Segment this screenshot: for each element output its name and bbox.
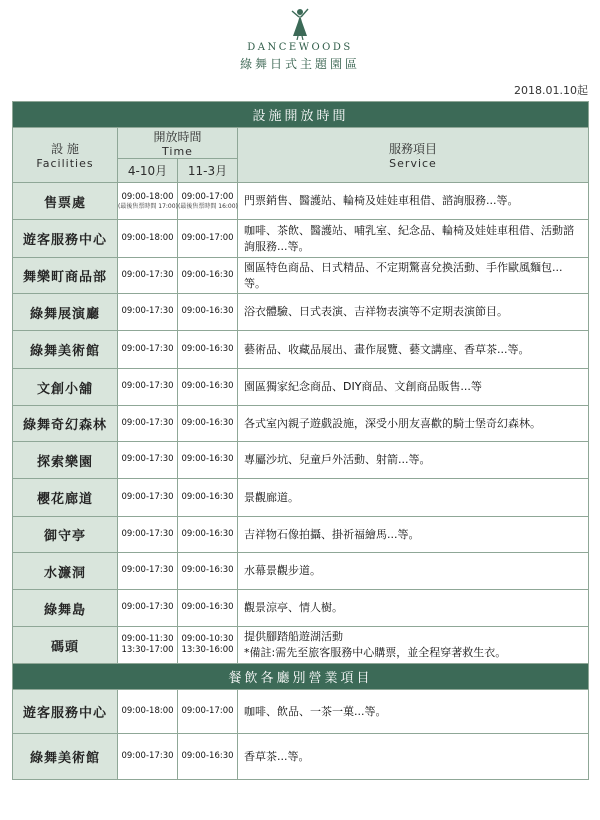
service-header-zh: 服務項目	[389, 142, 438, 156]
hours-nov-mar	[178, 517, 238, 553]
time-range: 09:00-17:30	[121, 602, 174, 613]
time-range: 09:00-17:30	[121, 528, 174, 539]
service-description	[238, 294, 589, 331]
hours-nov-mar	[178, 627, 238, 664]
brand-header	[0, 6, 600, 72]
hours-apr-oct	[118, 183, 178, 220]
facility-name: 綠舞展演廳	[13, 294, 118, 331]
table-row	[13, 690, 589, 734]
facility-name: 舞樂町商品部	[13, 258, 118, 294]
facility-name: 綠舞美術館	[13, 734, 118, 780]
time-range: 13:30-16:00	[181, 645, 234, 655]
service-header	[238, 128, 589, 183]
facility-name: 碼頭	[13, 627, 118, 664]
time-range: 09:00-17:00	[181, 191, 234, 202]
hours-nov-mar	[178, 553, 238, 590]
service-text: 浴衣體驗、日式表演、吉祥物表演等不定期表演節目。	[244, 305, 508, 319]
table-row	[13, 590, 589, 627]
time-range: 09:00-17:30	[121, 343, 174, 354]
table-row	[13, 406, 589, 442]
time-range: 09:00-17:30	[121, 750, 174, 761]
time-range: 09:00-18:00	[121, 191, 174, 202]
facility-hours-table	[12, 101, 589, 780]
facility-name: 售票處	[13, 183, 118, 220]
hours-header-en: Time	[162, 145, 193, 158]
time-range: 09:00-16:30	[181, 602, 234, 613]
hours-nov-mar	[178, 183, 238, 220]
table-row	[13, 331, 589, 369]
service-description	[238, 590, 589, 627]
hours-apr-oct	[118, 442, 178, 479]
hours-nov-mar	[178, 479, 238, 517]
service-text: 園區特色商品、日式精品、不定期驚喜兌換活動、手作歐風麵包...等。	[244, 260, 563, 290]
time-range: 09:00-16:30	[181, 491, 234, 502]
service-text: 提供腳踏船遊湖活動	[244, 630, 343, 644]
service-text: 門票銷售、醫護站、輪椅及娃娃車租借、諮詢服務...等。	[244, 194, 519, 208]
hours-nov-mar	[178, 294, 238, 331]
service-description	[238, 627, 589, 664]
service-description	[238, 517, 589, 553]
last-ticket-note: (最後售票時間 17:00)	[118, 203, 178, 211]
service-description	[238, 553, 589, 590]
time-range: 09:00-17:30	[121, 417, 174, 428]
service-description	[238, 258, 589, 294]
facility-name: 探索樂園	[13, 442, 118, 479]
service-text: 咖啡、飲品、一茶一菓...等。	[244, 704, 387, 718]
time-range: 09:00-17:30	[121, 565, 174, 576]
service-description	[238, 220, 589, 258]
table-row	[13, 664, 589, 690]
service-description	[238, 183, 589, 220]
hours-apr-oct	[118, 479, 178, 517]
time-range: 09:00-18:00	[121, 232, 174, 243]
service-note: *備註:需先至旅客服務中心購票，並全程穿著救生衣。	[244, 646, 507, 659]
dancer-logo-icon	[287, 6, 313, 40]
facility-name: 綠舞美術館	[13, 331, 118, 369]
hours-header-zh: 開放時間	[153, 130, 202, 144]
table-row	[13, 479, 589, 517]
table-row	[13, 220, 589, 258]
service-description	[238, 369, 589, 406]
time-range: 09:00-17:30	[121, 381, 174, 392]
time-range: 09:00-10:30	[181, 633, 234, 644]
service-text: 各式室內親子遊戲設施，深受小朋友喜歡的騎士堡奇幻森林。	[244, 416, 541, 430]
table-row	[13, 294, 589, 331]
time-range: 09:00-17:30	[121, 269, 174, 280]
table-row	[13, 442, 589, 479]
brand-name-zh: 綠舞日式主題園區	[239, 57, 360, 71]
facility-header-en: Facilities	[36, 157, 94, 170]
hours-apr-oct	[118, 331, 178, 369]
time-range: 09:00-17:00	[181, 232, 234, 243]
last-ticket-note: (最後售票時間 16:00)	[178, 203, 238, 211]
hours-apr-oct	[118, 406, 178, 442]
service-text: 景觀廊道。	[244, 490, 299, 504]
service-description	[238, 442, 589, 479]
service-description	[238, 690, 589, 734]
service-header-en: Service	[389, 157, 437, 170]
hours-nov-mar	[178, 590, 238, 627]
facility-header	[13, 128, 118, 183]
brand-name-en: DANCEWOODS	[247, 42, 353, 53]
facility-name: 水濂洞	[13, 553, 118, 590]
table-row	[13, 183, 589, 220]
hours-apr-oct	[118, 369, 178, 406]
service-description	[238, 479, 589, 517]
season-header-apr-oct: 4-10月	[118, 159, 178, 183]
table-title: 設施開放時間	[13, 102, 589, 128]
service-description	[238, 734, 589, 780]
time-range: 09:00-16:30	[181, 528, 234, 539]
time-range: 09:00-16:30	[181, 343, 234, 354]
facility-name: 綠舞奇幻森林	[13, 406, 118, 442]
facility-name: 御守亭	[13, 517, 118, 553]
time-range: 09:00-16:30	[181, 269, 234, 280]
hours-apr-oct	[118, 553, 178, 590]
hours-apr-oct	[118, 294, 178, 331]
effective-date: 2018.01.10起	[514, 84, 588, 97]
hours-apr-oct	[118, 517, 178, 553]
service-text: 藝術品、收藏品展出、畫作展覽、藝文講座、香草茶...等。	[244, 342, 530, 356]
time-range: 09:00-18:00	[121, 705, 174, 716]
time-range: 09:00-16:30	[181, 306, 234, 317]
service-description	[238, 331, 589, 369]
service-text: 園區獨家紀念商品、DIY商品、文創商品販售...等	[244, 380, 482, 394]
hours-nov-mar	[178, 331, 238, 369]
time-range: 09:00-16:30	[181, 454, 234, 465]
table-row	[13, 517, 589, 553]
facility-name: 櫻花廊道	[13, 479, 118, 517]
service-description	[238, 406, 589, 442]
time-range: 09:00-17:00	[181, 705, 234, 716]
facility-name: 文創小舖	[13, 369, 118, 406]
hours-apr-oct	[118, 690, 178, 734]
time-range: 09:00-11:30	[121, 633, 174, 644]
table-row	[13, 627, 589, 664]
time-range: 09:00-16:30	[181, 417, 234, 428]
time-range: 09:00-16:30	[181, 565, 234, 576]
table-row	[13, 102, 589, 128]
hours-header	[118, 128, 238, 159]
hours-nov-mar	[178, 369, 238, 406]
time-range: 09:00-17:30	[121, 306, 174, 317]
service-text: 吉祥物石像拍攝、掛祈福繪馬...等。	[244, 527, 420, 541]
hours-nov-mar	[178, 734, 238, 780]
time-range: 13:30-17:00	[121, 645, 174, 655]
service-text: 水幕景觀步道。	[244, 564, 321, 578]
hours-apr-oct	[118, 220, 178, 258]
time-range: 09:00-16:30	[181, 381, 234, 392]
facility-name: 遊客服務中心	[13, 690, 118, 734]
season-header-nov-mar: 11-3月	[178, 159, 238, 183]
facility-header-zh: 設 施	[51, 142, 79, 156]
hours-nov-mar	[178, 406, 238, 442]
hours-apr-oct	[118, 627, 178, 664]
dining-title: 餐飲各廳別營業項目	[13, 664, 589, 690]
facility-name: 綠舞島	[13, 590, 118, 627]
service-text: 觀景涼亭、情人樹。	[244, 601, 343, 615]
service-text: 專屬沙坑、兒童戶外活動、射箭...等。	[244, 453, 431, 467]
time-range: 09:00-17:30	[121, 454, 174, 465]
hours-apr-oct	[118, 258, 178, 294]
hours-apr-oct	[118, 734, 178, 780]
hours-nov-mar	[178, 258, 238, 294]
facility-name: 遊客服務中心	[13, 220, 118, 258]
time-range: 09:00-17:30	[121, 491, 174, 502]
table-row	[13, 369, 589, 406]
table-row	[13, 553, 589, 590]
table-row	[13, 128, 589, 159]
table-row	[13, 734, 589, 780]
time-range: 09:00-16:30	[181, 750, 234, 761]
hours-nov-mar	[178, 442, 238, 479]
hours-apr-oct	[118, 590, 178, 627]
service-text: 香草茶...等。	[244, 749, 310, 763]
hours-nov-mar	[178, 220, 238, 258]
service-text: 咖啡、茶飲、醫護站、哺乳室、紀念品、輪椅及娃娃車租借、活動諮詢服務...等。	[244, 223, 574, 253]
hours-nov-mar	[178, 690, 238, 734]
table-row	[13, 258, 589, 294]
